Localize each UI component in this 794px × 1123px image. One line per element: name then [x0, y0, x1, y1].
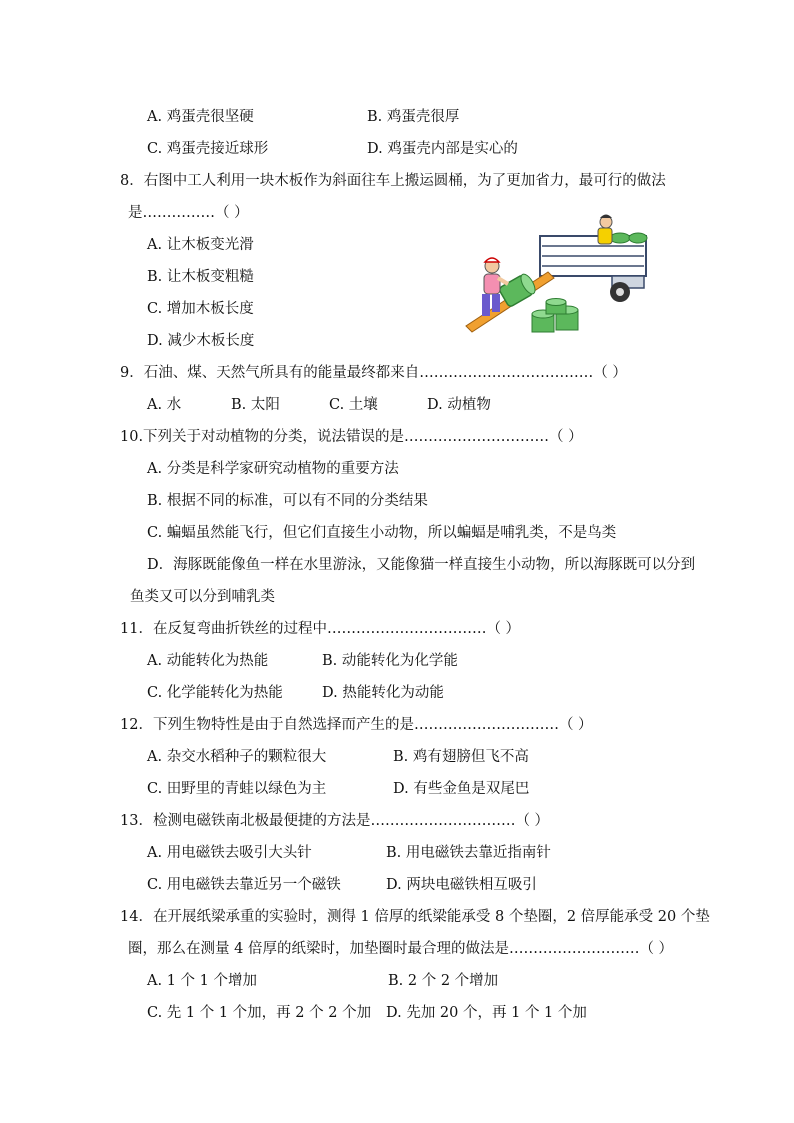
q10-option-d-line2: 鱼类又可以分到哺乳类	[130, 589, 275, 605]
q8-option-a: A. 让木板变光滑	[147, 237, 254, 253]
q10-option-c: C. 蝙蝠虽然能飞行，但它们直接生小动物，所以蝙蝠是哺乳类，不是鸟类	[147, 525, 617, 541]
q9-option-b: B. 太阳	[231, 397, 280, 413]
q14-option-b: B. 2 个 2 个增加	[388, 973, 499, 989]
q11-option-d: D. 热能转化为动能	[322, 685, 444, 701]
q14-stem-line2: 圈，那么在测量 4 倍厚的纸梁时，加垫圈时最合理的做法是………………………（ ）	[128, 941, 674, 957]
q7-option-a: A. 鸡蛋壳很坚硬	[147, 109, 254, 125]
q11-option-b: B. 动能转化为化学能	[322, 653, 458, 669]
q12-option-c: C. 田野里的青蛙以绿色为主	[147, 781, 327, 797]
worker-ramp-truck-illustration	[462, 214, 648, 336]
q7-option-c: C. 鸡蛋壳接近球形	[147, 141, 269, 157]
q14-option-a: A. 1 个 1 个增加	[147, 973, 257, 989]
q14-stem-line1: 14．在开展纸梁承重的实验时，测得 1 倍厚的纸梁能承受 8 个垫圈，2 倍厚能承受 20 个垫	[120, 909, 710, 925]
q11-stem: 11．在反复弯曲折铁丝的过程中……………………………（ ）	[120, 621, 521, 637]
q8-option-d: D. 减少木板长度	[147, 333, 255, 349]
q13-option-c: C. 用电磁铁去靠近另一个磁铁	[147, 877, 341, 893]
q12-stem: 12．下列生物特性是由于自然选择而产生的是…………………………（ ）	[120, 717, 593, 733]
q10-option-b: B. 根据不同的标准，可以有不同的分类结果	[147, 493, 428, 509]
truck	[540, 236, 646, 302]
q10-option-d-line1: D．海豚既能像鱼一样在水里游泳，又能像猫一样直接生小动物，所以海豚既可以分到	[147, 557, 696, 573]
q14-option-d: D. 先加 20 个，再 1 个 1 个加	[386, 1005, 587, 1021]
q13-stem: 13．检测电磁铁南北极最便捷的方法是…………………………（ ）	[120, 813, 550, 829]
q7-option-d: D. 鸡蛋壳内部是实心的	[367, 141, 518, 157]
q10-stem: 10.下列关于对动植物的分类，说法错误的是…………………………（ ）	[120, 429, 583, 445]
q9-stem: 9．石油、煤、天然气所具有的能量最终都来自………………………………（ ）	[120, 365, 627, 381]
q13-option-b: B. 用电磁铁去靠近指南针	[386, 845, 551, 861]
q8-option-c: C. 增加木板长度	[147, 301, 254, 317]
q9-option-d: D. 动植物	[427, 397, 491, 413]
q8-stem-line2: 是……………（ ）	[128, 205, 249, 221]
q12-option-b: B. 鸡有翅膀但飞不高	[393, 749, 529, 765]
ground-barrels	[532, 299, 578, 333]
q11-option-a: A. 动能转化为热能	[147, 653, 269, 669]
q8-stem-line1: 8．右图中工人利用一块木板作为斜面往车上搬运圆桶，为了更加省力，最可行的做法	[120, 173, 666, 189]
q14-option-c: C. 先 1 个 1 个加，再 2 个 2 个加	[147, 1005, 372, 1021]
q9-option-c: C. 土壤	[329, 397, 378, 413]
q7-option-b: B. 鸡蛋壳很厚	[367, 109, 460, 125]
q12-option-a: A. 杂交水稻种子的颗粒很大	[147, 749, 327, 765]
q13-option-a: A. 用电磁铁去吸引大头针	[147, 845, 312, 861]
q8-option-b: B. 让木板变粗糙	[147, 269, 254, 285]
worker-in-truck	[598, 215, 612, 245]
q12-option-d: D. 有些金鱼是双尾巴	[393, 781, 530, 797]
q9-option-a: A. 水	[147, 397, 182, 413]
q13-option-d: D. 两块电磁铁相互吸引	[386, 877, 537, 893]
q10-option-a: A. 分类是科学家研究动植物的重要方法	[147, 461, 399, 477]
q11-option-c: C. 化学能转化为热能	[147, 685, 283, 701]
